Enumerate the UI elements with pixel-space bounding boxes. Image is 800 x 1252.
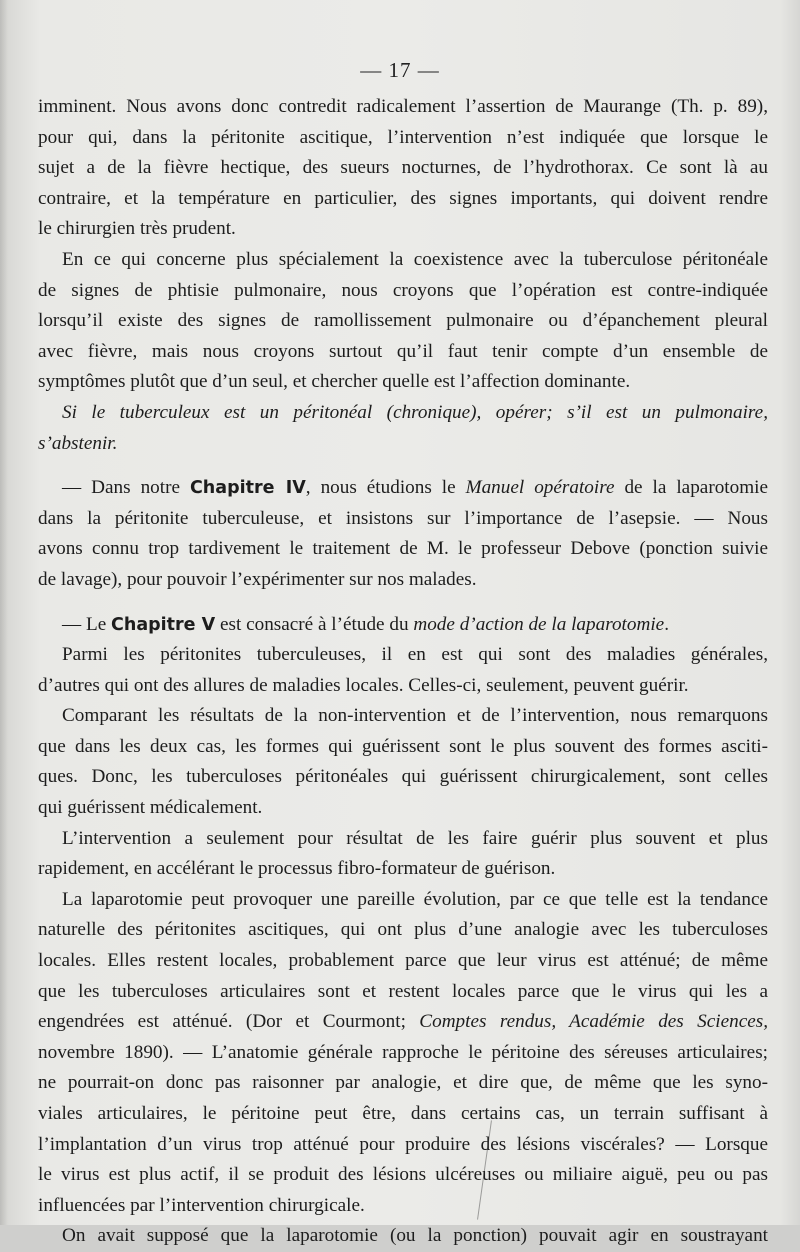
text-line: qui guérissent médicalement. [38, 797, 263, 819]
text-line: le chirurgien très prudent. [38, 218, 236, 240]
text-line: que dans les deux cas, les formes qui guérissent sont le plus souvent des formes asciti- [38, 735, 768, 757]
chapter-title: Chapitre V [111, 614, 216, 635]
text-line: que les tuberculoses articulaires sont et restent locales parce que le virus qui les a [38, 980, 768, 1002]
chapter-v-line [38, 610, 768, 641]
text-run: engendrées est atténué. (Dor et Courmont; [38, 1011, 420, 1033]
text-line: imminent. Nous avons donc contredit radicalement l’assertion de Maurange (Th. p. 89), [38, 96, 768, 117]
italic-text-line: s’abstenir. [38, 432, 118, 454]
text-line: contraire, et la température en particulier, des signes importants, qui doivent rendre [38, 187, 768, 209]
text-line: La laparotomie peut provoquer une pareille évolution, par ce que telle est la tendance [62, 888, 768, 910]
text-line: de signes de phtisie pulmonaire, nous croyons que l’opération est contre-indiquée [38, 279, 768, 301]
italic-text-line: Si le tuberculeux est un péritonéal (chronique), opérer; s’il est un pulmonaire, [62, 401, 768, 423]
text-line: avons connu trop tardivement le traitement de M. le professeur Debove (ponction suivie [38, 538, 768, 560]
page-body [38, 92, 768, 1252]
text-line: En ce qui concerne plus spécialement la coexistence avec la tuberculose péritonéale [62, 248, 768, 270]
text-line: On avait supposé que la laparotomie (ou la ponction) pouvait agir en soustrayant [62, 1225, 768, 1247]
chapter-title: Chapitre IV [189, 478, 306, 499]
text-line: d’autres qui ont des allures de maladies locales. Celles-ci, seulement, peuvent guérir. [38, 674, 689, 696]
text-run: , nous étudions le [305, 477, 466, 499]
text-line: Comparant les résultats de la non-intervention et de l’intervention, nous remarquons [62, 705, 768, 727]
text-run: — Dans notre [62, 477, 190, 499]
text-line: le virus est plus actif, il se produit des lésions ulcéreuses ou miliaire aiguë, peu ou pas [38, 1164, 768, 1186]
text-line: de lavage), pour pouvoir l’expérimenter sur nos malades. [38, 568, 477, 590]
text-line: locales. Elles restent locales, probablement parce que leur virus est atténué; de même [38, 950, 768, 972]
text-line: l’implantation d’un virus trop atténué pour produire des lésions viscérales? — Lorsque [38, 1133, 768, 1155]
chapter-iv-line [38, 473, 768, 504]
italic-run: mode d’action de la laparotomie [413, 613, 665, 635]
text-line: Parmi les péritonites tuberculeuses, il en est qui sont des maladies générales, [62, 644, 768, 666]
italic-run: Comptes rendus, Académie des Sciences, [419, 1011, 768, 1033]
text-run: — Le [62, 613, 112, 635]
text-line: lorsqu’il existe des signes de ramollissement pulmonaire ou d’épanchement pleural [38, 310, 768, 332]
text-run: est consacré à l’étude du [215, 613, 414, 635]
text-line: pour qui, dans la péritonite ascitique, l’intervention n’est indiquée que lorsque le [38, 126, 768, 148]
text-line: viales articulaires, le péritoine peut être, dans certains cas, un terrain suffisant à [38, 1103, 768, 1124]
text-line: naturelle des péritonites ascitiques, qui ont plus d’une analogie avec les tuberculoses [38, 919, 768, 941]
text-line: ne pourrait-on donc pas raisonner par analogie, et dire que, de même que les syno- [38, 1072, 768, 1094]
text-line: dans la péritonite tuberculeuse, et insistons sur l’importance de l’asepsie. — Nous [38, 507, 768, 529]
text-line: influencées par l’intervention chirurgicale. [38, 1194, 365, 1216]
text-line: symptômes plutôt que d’un seul, et chercher quelle est l’affection dominante. [38, 371, 631, 393]
text-run: . [664, 613, 669, 635]
text-line: avec fièvre, mais nous croyons surtout qu’il faut tenir compte d’un ensemble de [38, 340, 768, 362]
text-line: ques. Donc, les tuberculoses péritonéales qui guérissent chirurgicalement, sont celles [38, 766, 768, 788]
text-line: rapidement, en accélérant le processus fibro-formateur de guérison. [38, 858, 556, 880]
text-line: novembre 1890). — L’anatomie générale rapproche le péritoine des séreuses articulaires; [38, 1041, 768, 1063]
italic-run: Manuel opératoire [465, 477, 615, 499]
citation-line [38, 1007, 768, 1038]
text-line: sujet a de la fièvre hectique, des sueurs nocturnes, de l’hydrothorax. Ce sont là au [38, 157, 768, 179]
text-line: L’intervention a seulement pour résultat de les faire guérir plus souvent et plus [62, 827, 768, 849]
text-run: de la laparotomie [614, 477, 768, 499]
page-number: — 17 — [360, 58, 440, 82]
paragraph-gap [38, 596, 768, 610]
paragraph-gap [38, 459, 768, 473]
